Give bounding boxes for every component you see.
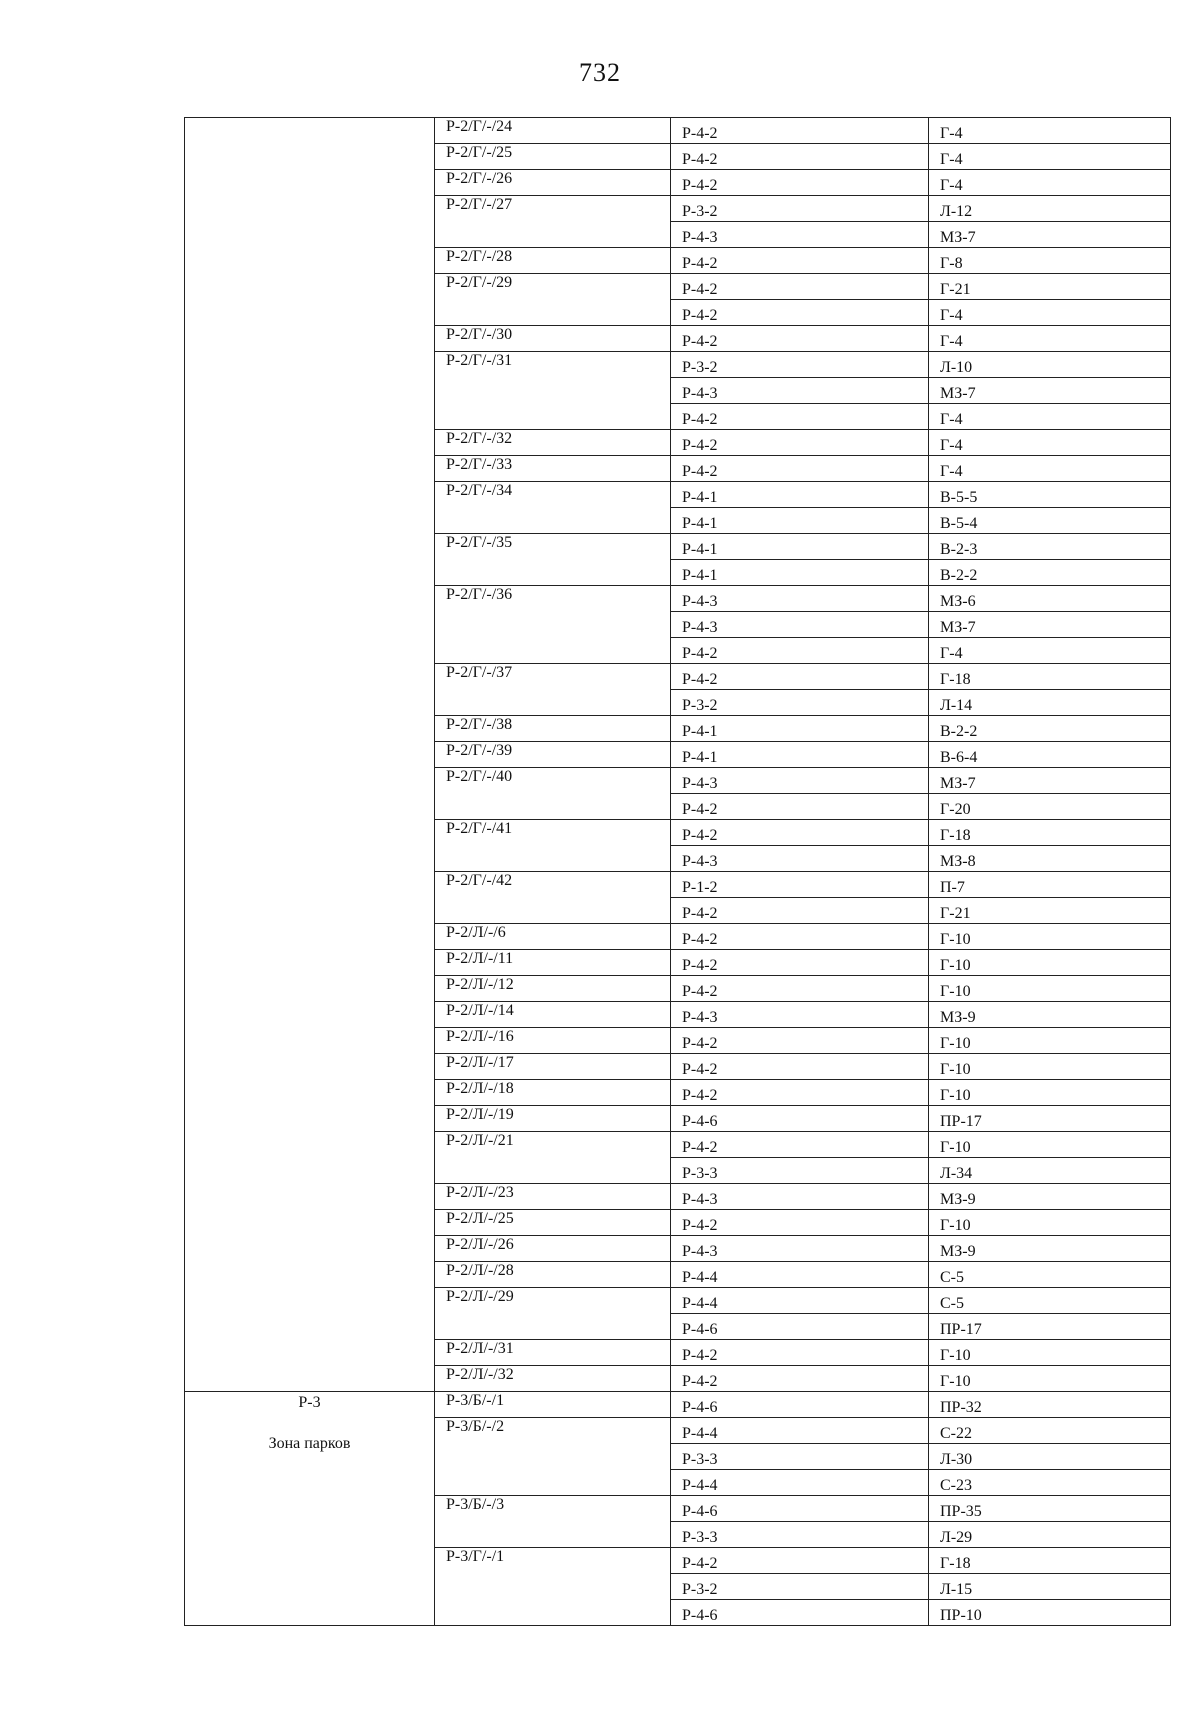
subzone-code: Р-4-3 [671, 378, 929, 404]
index-code: В-5-5 [929, 482, 1171, 508]
index-code: ПР-32 [929, 1392, 1171, 1418]
index-code: Г-21 [929, 898, 1171, 924]
index-code: МЗ-7 [929, 612, 1171, 638]
territory-code: Р-2/Г/-/40 [435, 768, 671, 820]
subzone-code: Р-4-6 [671, 1496, 929, 1522]
subzone-code: Р-4-6 [671, 1392, 929, 1418]
subzone-code: Р-3-2 [671, 196, 929, 222]
subzone-code: Р-4-2 [671, 300, 929, 326]
index-code: С-5 [929, 1288, 1171, 1314]
subzone-code: Р-3-3 [671, 1444, 929, 1470]
subzone-code: Р-4-2 [671, 404, 929, 430]
index-code: Г-10 [929, 1210, 1171, 1236]
subzone-code: Р-4-2 [671, 430, 929, 456]
subzone-code: Р-4-3 [671, 1184, 929, 1210]
subzone-code: Р-4-2 [671, 1340, 929, 1366]
subzone-code: Р-4-4 [671, 1470, 929, 1496]
territory-code: Р-2/Л/-/19 [435, 1106, 671, 1132]
subzone-code: Р-3-3 [671, 1158, 929, 1184]
page-number: 732 [579, 58, 621, 87]
territory-code: Р-2/Л/-/16 [435, 1028, 671, 1054]
territory-code: Р-2/Г/-/25 [435, 144, 671, 170]
territory-code: Р-2/Л/-/26 [435, 1236, 671, 1262]
index-code: Г-10 [929, 1340, 1171, 1366]
subzone-code: Р-4-2 [671, 1132, 929, 1158]
territory-code: Р-2/Л/-/14 [435, 1002, 671, 1028]
subzone-code: Р-4-2 [671, 898, 929, 924]
index-code: В-5-4 [929, 508, 1171, 534]
index-code: ПР-35 [929, 1496, 1171, 1522]
territory-code: Р-3/Б/-/3 [435, 1496, 671, 1548]
subzone-code: Р-4-2 [671, 326, 929, 352]
territory-code: Р-2/Г/-/37 [435, 664, 671, 716]
subzone-code: Р-4-2 [671, 950, 929, 976]
subzone-code: Р-4-2 [671, 1366, 929, 1392]
territory-code: Р-2/Г/-/31 [435, 352, 671, 430]
index-code: П-7 [929, 872, 1171, 898]
territory-code: Р-2/Г/-/41 [435, 820, 671, 872]
zone-cell [185, 1392, 435, 1626]
index-code: Л-14 [929, 690, 1171, 716]
subzone-code: Р-4-1 [671, 534, 929, 560]
territory-code: Р-2/Л/-/21 [435, 1132, 671, 1184]
index-code: Г-21 [929, 274, 1171, 300]
subzone-code: Р-4-2 [671, 118, 929, 144]
index-code: Л-34 [929, 1158, 1171, 1184]
index-code: Г-4 [929, 456, 1171, 482]
index-code: Л-12 [929, 196, 1171, 222]
table-row [185, 1392, 1171, 1418]
subzone-code: Р-4-2 [671, 976, 929, 1002]
index-code: Г-10 [929, 1080, 1171, 1106]
index-code: Г-4 [929, 118, 1171, 144]
subzone-code: Р-4-4 [671, 1262, 929, 1288]
territory-code: Р-2/Г/-/35 [435, 534, 671, 586]
zone-name: Зона парков [268, 1435, 351, 1452]
subzone-code: Р-4-2 [671, 820, 929, 846]
index-code: ПР-17 [929, 1314, 1171, 1340]
index-code: Г-4 [929, 300, 1171, 326]
index-code: Г-10 [929, 1028, 1171, 1054]
subzone-code: Р-4-1 [671, 508, 929, 534]
subzone-code: Р-4-2 [671, 1080, 929, 1106]
territory-code: Р-2/Л/-/28 [435, 1262, 671, 1288]
index-code: МЗ-7 [929, 222, 1171, 248]
index-code: Г-4 [929, 430, 1171, 456]
subzone-code: Р-4-2 [671, 274, 929, 300]
territory-code: Р-2/Л/-/29 [435, 1288, 671, 1340]
territory-code: Р-2/Л/-/17 [435, 1054, 671, 1080]
index-code: В-2-2 [929, 560, 1171, 586]
index-code: ПР-10 [929, 1600, 1171, 1626]
index-code: Л-10 [929, 352, 1171, 378]
territory-code: Р-2/Г/-/36 [435, 586, 671, 664]
territory-code: Р-3/Б/-/2 [435, 1418, 671, 1496]
zone-cell [185, 118, 435, 1392]
index-code: Г-4 [929, 638, 1171, 664]
subzone-code: Р-4-1 [671, 742, 929, 768]
index-code: Г-4 [929, 144, 1171, 170]
index-code: С-22 [929, 1418, 1171, 1444]
subzone-code: Р-4-3 [671, 1236, 929, 1262]
territory-code: Р-2/Г/-/32 [435, 430, 671, 456]
territory-code: Р-2/Л/-/18 [435, 1080, 671, 1106]
subzone-code: Р-4-2 [671, 170, 929, 196]
territory-code: Р-2/Л/-/31 [435, 1340, 671, 1366]
subzone-code: Р-1-2 [671, 872, 929, 898]
subzone-code: Р-4-6 [671, 1314, 929, 1340]
index-code: В-2-3 [929, 534, 1171, 560]
territory-code: Р-2/Л/-/23 [435, 1184, 671, 1210]
subzone-code: Р-4-2 [671, 248, 929, 274]
index-code: МЗ-7 [929, 768, 1171, 794]
index-code: Г-10 [929, 976, 1171, 1002]
subzone-code: Р-4-4 [671, 1418, 929, 1444]
territory-code: Р-2/Л/-/25 [435, 1210, 671, 1236]
subzone-code: Р-4-2 [671, 1210, 929, 1236]
subzone-code: Р-3-2 [671, 352, 929, 378]
subzone-code: Р-4-6 [671, 1600, 929, 1626]
territory-code: Р-2/Г/-/39 [435, 742, 671, 768]
territory-code: Р-2/Г/-/26 [435, 170, 671, 196]
zoning-table [184, 117, 1171, 1626]
territory-code: Р-2/Г/-/42 [435, 872, 671, 924]
index-code: Г-8 [929, 248, 1171, 274]
index-code: Г-20 [929, 794, 1171, 820]
index-code: Г-4 [929, 326, 1171, 352]
subzone-code: Р-3-2 [671, 1574, 929, 1600]
index-code: Г-18 [929, 820, 1171, 846]
subzone-code: Р-4-1 [671, 716, 929, 742]
index-code: Г-10 [929, 924, 1171, 950]
index-code: Г-10 [929, 950, 1171, 976]
index-code: Л-15 [929, 1574, 1171, 1600]
index-code: Г-4 [929, 170, 1171, 196]
index-code: Г-10 [929, 1132, 1171, 1158]
subzone-code: Р-4-3 [671, 846, 929, 872]
subzone-code: Р-4-1 [671, 560, 929, 586]
subzone-code: Р-4-3 [671, 768, 929, 794]
index-code: МЗ-9 [929, 1236, 1171, 1262]
territory-code: Р-2/Г/-/30 [435, 326, 671, 352]
territory-code: Р-2/Г/-/27 [435, 196, 671, 248]
subzone-code: Р-4-2 [671, 144, 929, 170]
subzone-code: Р-4-2 [671, 1054, 929, 1080]
subzone-code: Р-4-1 [671, 482, 929, 508]
territory-code: Р-3/Г/-/1 [435, 1548, 671, 1626]
index-code: МЗ-7 [929, 378, 1171, 404]
territory-code: Р-2/Л/-/11 [435, 950, 671, 976]
territory-code: Р-2/Г/-/34 [435, 482, 671, 534]
zone-code: Р-3 [298, 1394, 321, 1411]
index-code: МЗ-9 [929, 1002, 1171, 1028]
territory-code: Р-2/Г/-/33 [435, 456, 671, 482]
index-code: С-23 [929, 1470, 1171, 1496]
index-code: Г-18 [929, 664, 1171, 690]
territory-code: Р-2/Г/-/38 [435, 716, 671, 742]
index-code: Г-10 [929, 1366, 1171, 1392]
territory-code: Р-3/Б/-/1 [435, 1392, 671, 1418]
territory-code: Р-2/Г/-/29 [435, 274, 671, 326]
subzone-code: Р-4-2 [671, 924, 929, 950]
subzone-code: Р-4-6 [671, 1106, 929, 1132]
subzone-code: Р-3-2 [671, 690, 929, 716]
territory-code: Р-2/Г/-/24 [435, 118, 671, 144]
subzone-code: Р-4-2 [671, 456, 929, 482]
subzone-code: Р-4-2 [671, 794, 929, 820]
index-code: МЗ-9 [929, 1184, 1171, 1210]
territory-code: Р-2/Л/-/32 [435, 1366, 671, 1392]
index-code: В-6-4 [929, 742, 1171, 768]
subzone-code: Р-4-2 [671, 664, 929, 690]
subzone-code: Р-3-3 [671, 1522, 929, 1548]
table-row [185, 118, 1171, 144]
subzone-code: Р-4-3 [671, 612, 929, 638]
zoning-table-container [184, 117, 1169, 1626]
index-code: Г-4 [929, 404, 1171, 430]
index-code: Л-30 [929, 1444, 1171, 1470]
index-code: МЗ-8 [929, 846, 1171, 872]
index-code: Г-18 [929, 1548, 1171, 1574]
subzone-code: Р-4-3 [671, 586, 929, 612]
index-code: В-2-2 [929, 716, 1171, 742]
index-code: Л-29 [929, 1522, 1171, 1548]
subzone-code: Р-4-3 [671, 222, 929, 248]
subzone-code: Р-4-4 [671, 1288, 929, 1314]
subzone-code: Р-4-2 [671, 638, 929, 664]
index-code: МЗ-6 [929, 586, 1171, 612]
territory-code: Р-2/Г/-/28 [435, 248, 671, 274]
territory-code: Р-2/Л/-/6 [435, 924, 671, 950]
index-code: Г-10 [929, 1054, 1171, 1080]
subzone-code: Р-4-2 [671, 1548, 929, 1574]
subzone-code: Р-4-3 [671, 1002, 929, 1028]
subzone-code: Р-4-2 [671, 1028, 929, 1054]
index-code: ПР-17 [929, 1106, 1171, 1132]
territory-code: Р-2/Л/-/12 [435, 976, 671, 1002]
index-code: С-5 [929, 1262, 1171, 1288]
zoning-table-body [185, 118, 1171, 1626]
